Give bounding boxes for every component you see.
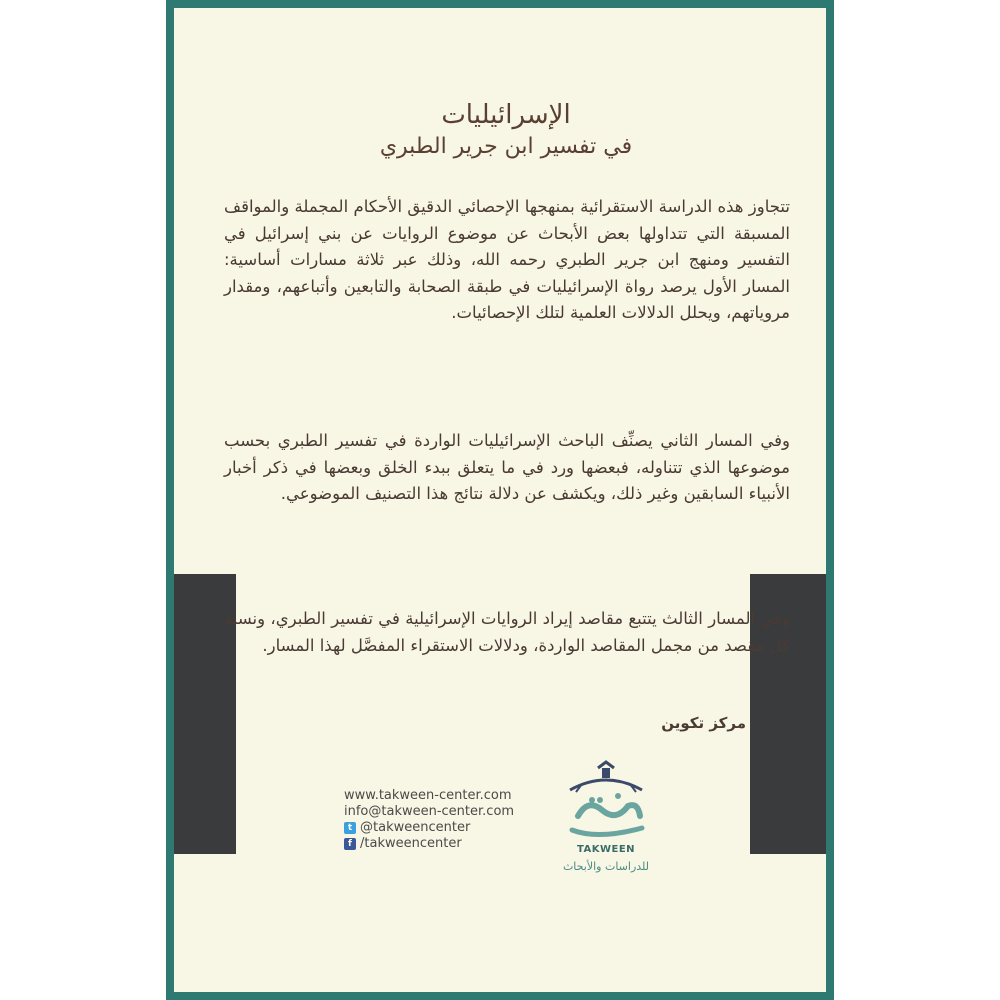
website-row <box>344 788 514 804</box>
logo-tagline-ar: للدراسات والأبحاث <box>562 860 650 873</box>
book-back-cover <box>166 0 834 1000</box>
facebook-handle[interactable]: /takweencenter <box>360 836 462 851</box>
takween-logo-icon <box>558 760 654 844</box>
website-link[interactable]: www.takween-center.com <box>344 788 512 803</box>
twitter-handle[interactable]: @takweencenter <box>360 820 471 835</box>
email-row <box>344 804 514 820</box>
takween-logo <box>558 760 654 878</box>
facebook-row <box>344 836 514 852</box>
book-title <box>284 98 728 162</box>
paragraph-3: وفي المسار الثالث يتتبع مقاصد إيراد الروايات الإسرائيلية في تفسير الطبري، ونسبة كل مقصد من مجمل المقاصد الواردة، ودلالات الاستقراء المفصَّل لهذا المسار. <box>224 609 790 655</box>
paragraph-1: تتجاوز هذه الدراسة الاستقرائية بمنهجها الإحصائي الدقيق الأحكام المجملة والمواقف المسبقة التي تتداولها بعض الأبحاث عن موضوع الروايات عن بني إسرائيل في التفسير ومنهج ابن جرير الطبري رحمه الله، وذلك عبر ثلاثة مسارات أساسية: المسار الأول يرصد رواة الإسرائيليات في طبقة الصحابة والتابعين وأتباعهم، ومقدار مروياتهم، ويحلل الدلالات العلمية لتلك الإحصائيات. <box>224 197 790 322</box>
paragraph-2: وفي المسار الثاني يصنِّف الباحث الإسرائيليات الواردة في تفسير الطبري بحسب موضوعها الذي تتناوله، فبعضها ورد في ما يتعلق ببدء الخلق وبعضها في ذكر أخبار الأنبياء السابقين وغير ذلك، ويكشف عن دلالة نتائج هذا التصنيف الموضوعي. <box>224 431 790 503</box>
title-line-2: في تفسير ابن جرير الطبري <box>379 134 633 159</box>
title-line-1: الإسرائيليات <box>441 100 571 130</box>
email-link[interactable]: info@takween-center.com <box>344 804 515 819</box>
signature: مركز تكوين <box>661 714 746 732</box>
twitter-row <box>344 820 514 836</box>
contact-info <box>344 788 514 852</box>
twitter-icon: t <box>344 822 356 834</box>
facebook-icon: f <box>344 838 356 850</box>
logo-name-en: TAKWEEN <box>576 844 636 855</box>
